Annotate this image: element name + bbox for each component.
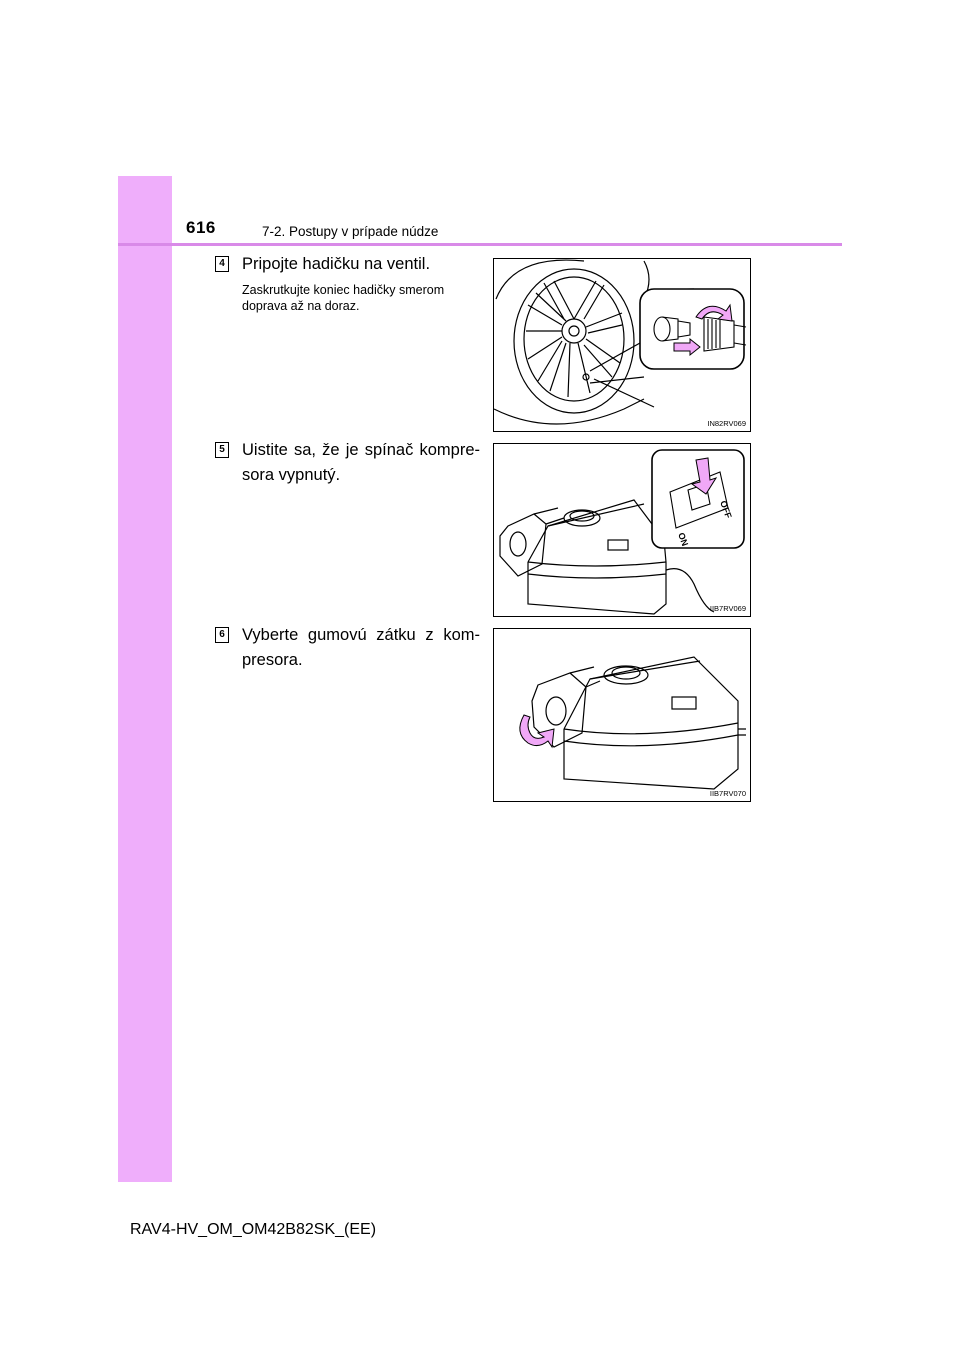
step-4-note: Zaskrutkujte koniec hadičky smerom doprava až na doraz. [242, 283, 445, 313]
figure-code: IIB7RV070 [709, 789, 746, 798]
figure-valve-hose [493, 258, 751, 432]
step-4-text: Pripojte hadičku na ventil. [242, 255, 431, 273]
step-number-6: 6 [215, 627, 229, 643]
compressor-switch-illustration [494, 444, 750, 616]
valve-hose-illustration [494, 259, 750, 431]
section-title: 7-2. Postupy v prípade núdze [262, 224, 439, 239]
document-code: RAV4-HV_OM_OM42B82SK_(EE) [130, 1221, 377, 1238]
step-number-4: 4 [215, 256, 229, 272]
switch-off-label: OFF [718, 499, 734, 520]
page-number: 616 [186, 218, 216, 237]
switch-on-label: ON [676, 531, 691, 548]
chapter-side-tab [118, 176, 172, 1182]
step-6-text: Vyberte gumovú zátku z kom-presora. [242, 626, 480, 669]
header-rule [118, 243, 842, 246]
step-number-5: 5 [215, 442, 229, 458]
figure-code: IN82RV069 [707, 419, 746, 428]
compressor-plug-illustration [494, 629, 750, 801]
figure-compressor-plug [493, 628, 751, 802]
figure-compressor-switch [493, 443, 751, 617]
step-5-text: Uistite sa, že je spínač kompre-sora vypnutý. [242, 441, 480, 484]
figure-code: IIB7RV069 [709, 604, 746, 613]
